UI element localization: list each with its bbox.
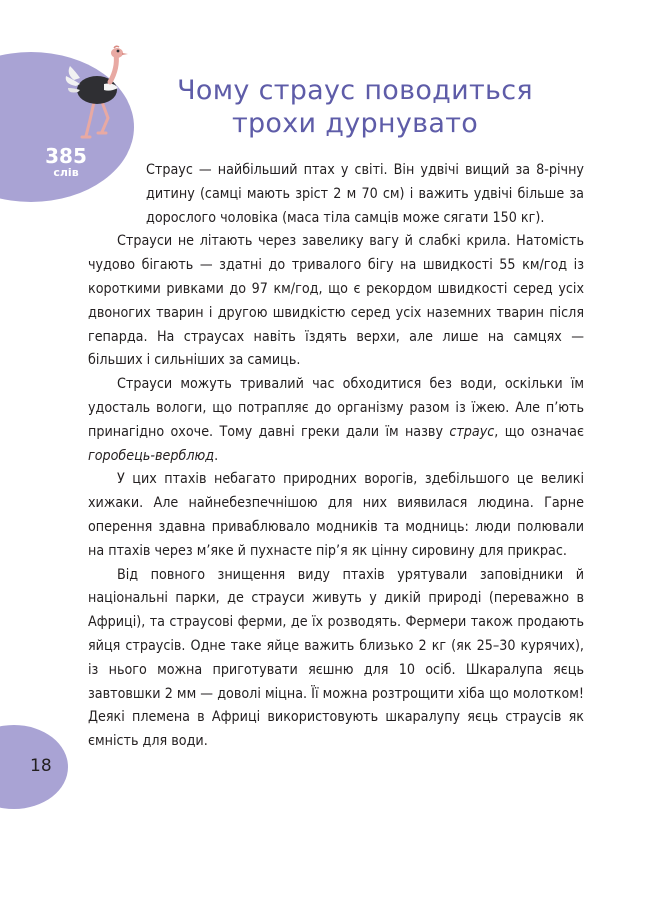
- paragraph-5: Від повного знищення виду птахів урятували заповідники й національні парки, де страуси живуть у дикій природі (переважно в Африці), та страусові ферми, де їх розводять. Фермери також продають яйця страусів. Одне таке яйце важить близько 2 кг (як 25–30 курячих), із нього можна приготувати яєшню для 10 осіб. Шкаралупа яєць завтовшки 2 мм — доволі міцна. Її можна розтрощити хіба що молотком! Деякі племена в Африці використовують шкаралупу яєць страусів як ємність для води.: [88, 566, 584, 750]
- paragraph-3-text-c: .: [214, 447, 219, 464]
- paragraph-4: У цих птахів небагато природних ворогів, здебільшого це великі хижаки. Але найнебезпечнішою для них виявилася людина. Гарне оперення здавна приваблювало модників та модниць: люди полювали на птахів через м’яке й пухнасте пір’я як цінну сировину для прикрас.: [88, 471, 584, 559]
- page-title: [150, 74, 560, 140]
- word-count-unit: слів: [53, 166, 79, 179]
- paragraph-1-text: Страус — найбільший птах у світі. Він удвічі вищий за 8-річну дитину (самці мають зріст 2 м 70 см) і важить удвічі більше за дорослого чоловіка (маса тіла самців може сягати 150 кг).: [146, 162, 584, 226]
- paragraph-3: [88, 373, 584, 468]
- ostrich-illustration: [64, 44, 134, 140]
- word-count-number: 385: [45, 144, 87, 168]
- page-title-line-1: Чому страус поводиться: [177, 75, 533, 106]
- page-number: 18: [30, 756, 52, 776]
- paragraph-3-term-ostrich: страус: [449, 423, 495, 440]
- first-line-indent-spacer: [88, 159, 146, 207]
- paragraph-2: Страуси не літають через завелику вагу й слабкі крила. Натомість чудово бігають — здатні до тривалого бігу на швидкості 55 км/год із короткими ривками до 97 км/год, що є рекордом швидкості серед усіх двоногих тварин і другою швидкістю серед усіх наземних тварин після гепарда. На страусах навіть їздять верхи, але лише на самцях — більших і сильніших за самиць.: [88, 233, 584, 369]
- paragraph-3-text-b: , що означає: [494, 423, 585, 440]
- paragraph-3-term-sparrow-camel: горобець-верблюд: [88, 447, 215, 464]
- article-body: [88, 159, 584, 754]
- paragraph-3-text-a: Страуси можуть тривалий час обходитися без води, оскільки їм удосталь вологи, що потрапляє до організму разом із їжею. Але п’ють принагідно охоче. Тому давні греки дали їм назву: [88, 376, 584, 440]
- paragraph-1: [88, 159, 584, 230]
- word-count: [36, 145, 96, 179]
- page-title-line-2: трохи дурнувато: [231, 108, 479, 139]
